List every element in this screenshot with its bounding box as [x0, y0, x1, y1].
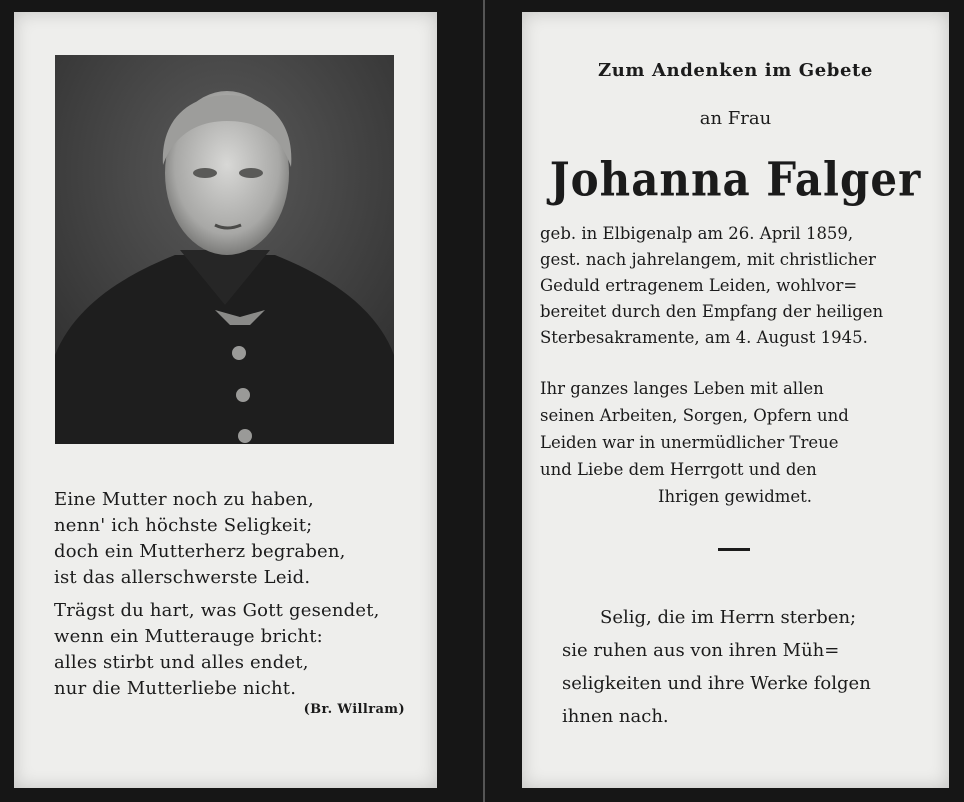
poem-line: Trägst du hart, was Gott gesendet, — [54, 600, 380, 621]
poem-line: wenn ein Mutterauge bricht: — [54, 626, 323, 647]
memorial-heading: Zum Andenken im Gebete — [598, 60, 873, 81]
verse-line: ihnen nach. — [562, 706, 669, 727]
poem-line: alles stirbt und alles endet, — [54, 652, 309, 673]
verse-line: sie ruhen aus von ihren Müh= — [562, 640, 840, 661]
tribute-line: Leiden war in unermüdlicher Treue — [540, 433, 839, 452]
tribute-line: Ihrigen gewidmet. — [657, 487, 813, 506]
right-card — [522, 12, 949, 788]
poem-stanza-1 — [54, 487, 414, 591]
tribute-line: und Liebe dem Herrgott und den — [540, 460, 817, 479]
verse-line: Selig, die im Herrn sterben; — [600, 607, 857, 628]
bio-line: Sterbesakramente, am 4. August 1945. — [540, 328, 868, 347]
tribute — [540, 375, 930, 510]
poem-line: Eine Mutter noch zu haben, — [54, 489, 314, 510]
poem-line: nur die Mutterliebe nicht. — [54, 678, 297, 699]
bible-verse — [562, 601, 922, 733]
memorial-subheading: an Frau — [699, 108, 772, 129]
portrait-image-icon — [55, 55, 394, 444]
bio-line: bereitet durch den Empfang der heiligen — [540, 302, 884, 321]
poem-line: ist das allerschwerste Leid. — [54, 567, 311, 588]
bio-line: geb. in Elbigenalp am 26. April 1859, — [540, 224, 854, 243]
poem — [54, 487, 414, 709]
poem-stanza-2 — [54, 598, 414, 702]
tribute-line: Ihr ganzes langes Leben mit allen — [540, 379, 824, 398]
deceased-name: Johanna Falger — [549, 152, 922, 207]
poem-line: nenn' ich höchste Seligkeit; — [54, 515, 313, 536]
verse-line: seligkeiten und ihre Werke folgen — [562, 673, 871, 694]
poem-author: (Br. Willram) — [303, 702, 405, 717]
tribute-line: seinen Arbeiten, Sorgen, Opfern und — [540, 406, 849, 425]
fold-line — [483, 0, 485, 802]
left-card — [14, 12, 437, 788]
bio-line: gest. nach jahrelangem, mit christlicher — [540, 250, 876, 269]
portrait-photo — [55, 55, 394, 444]
bio-line: Geduld ertragenem Leiden, wohlvor= — [540, 276, 858, 295]
biography — [540, 221, 930, 351]
divider-dash — [718, 548, 750, 551]
poem-line: doch ein Mutterherz begraben, — [54, 541, 346, 562]
